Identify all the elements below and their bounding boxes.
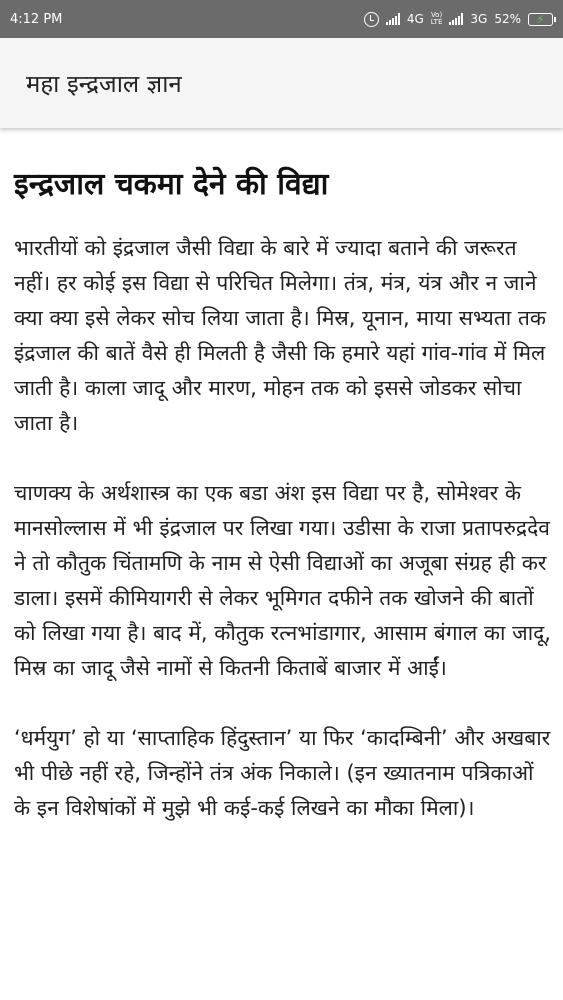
- article-paragraph-1: भारतीयों को इंद्रजाल जैसी विद्या के बारे में ज्यादा बताने की जरूरत नहीं। हर कोई इस विद्या से परिचित मिलेगा। तंत्र, मंत्र, यंत्र और न जाने क्या क्या इसे लेकर सोच लिया जाता है। मिस्र, यूनान, माया सभ्यता तक इंद्रजाल की बातें वैसे ही मिलती है जैसी कि हमारे यहां गांव-गांव में मिल जाती है। काला जादू और मारण, मोहन तक को इससे जोडकर सोचा जाता है।: [14, 236, 546, 435]
- status-bar: [0, 0, 563, 38]
- signal-strength-icon: [386, 13, 400, 25]
- article-paragraph-2: चाणक्य के अर्थशास्त्र का एक बडा अंश इस विद्या पर है, सोमेश्वर के मानसोल्लास में भी इंद्रजाल पर लिखा गया। उडीसा के राजा प्रतापरुद्रदेव ने तो कौतुक चिंतामणि के नाम से ऐसी विद्याओं का अजूबा संग्रह ही कर डाला। इसमें कीमियागरी से लेकर भूमिगत दफीने तक खोजने की बातों को लिखा गया है। बाद में, कौतुक रत्नभांडागार, आसाम बंगाल का जादू, मिस्र का जादू जैसे नामों से कितनी किताबें बाजार में आईं।: [14, 481, 551, 680]
- volte-bottom: LTE: [430, 18, 443, 26]
- alarm-icon: [364, 12, 379, 27]
- app-title: महा इन्द्रजाल ज्ञान: [26, 69, 182, 98]
- volte-icon: [431, 12, 443, 26]
- status-time: 4:12 PM: [10, 11, 63, 27]
- volte-top: Vo): [430, 11, 443, 19]
- article-paragraph-3: ‘धर्मयुग’ हो या ‘साप्ताहिक हिंदुस्तान’ या फिर ‘कादम्बिनी’ और अखबार भी पीछे नहीं रहे, जिन्होंने तंत्र अंक निकाले। (इन ख्यातनाम पत्रिकाओं के इन विशेषांकों में मुझे भी कई-कई लिखने का मौका मिला)।: [14, 726, 551, 820]
- signal-strength-icon-2: [449, 13, 463, 25]
- article-heading: इन्द्रजाल चकमा देने की विद्या: [14, 167, 329, 202]
- status-icons: [364, 12, 553, 27]
- article-content[interactable]: [14, 128, 554, 861]
- network-type-label-2: 3G: [470, 12, 488, 26]
- app-bar: [0, 38, 563, 128]
- network-type-label: 4G: [406, 12, 424, 26]
- battery-percent: 52%: [494, 12, 521, 26]
- battery-charging-icon: ⚡: [528, 13, 553, 26]
